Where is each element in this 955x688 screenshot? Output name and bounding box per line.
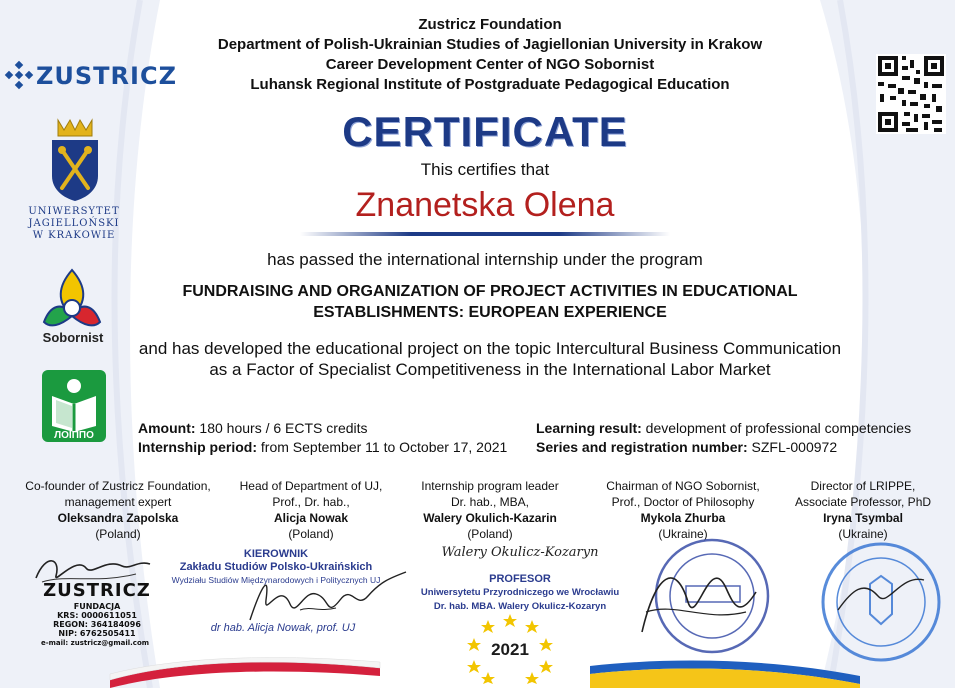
- details-right: [536, 419, 946, 457]
- project-topic-line2: as a Factor of Specialist Competitiveness in the International Labor Market: [209, 360, 771, 379]
- zustricz-logo-text: ZUSTRICZ: [36, 62, 177, 90]
- year-badge: 2021: [491, 640, 529, 659]
- signatory-country: (Poland): [288, 527, 334, 541]
- uj-line1: UNIWERSYTET: [28, 206, 120, 217]
- signatory-role: Co-founder of Zustricz Foundation,: [25, 479, 211, 493]
- signatory-role: Prof., Doctor of Philosophy: [611, 495, 755, 509]
- uj-logo-text: [14, 206, 134, 242]
- kier-line1: Zakładu Studiów Polsko-Ukraińskich: [179, 561, 373, 573]
- result-value: development of professional competencies: [641, 420, 912, 436]
- project-topic-line1: and has developed the educational project on the topic Intercultural Business Communication: [138, 339, 842, 358]
- name-underline: [300, 232, 670, 236]
- zustricz-regon: REGON: 364184096: [53, 620, 141, 629]
- period-value: from September 11 to October 17, 2021: [257, 439, 508, 455]
- uj-line3: W KRAKOWIE: [32, 230, 116, 241]
- signatory-role: Prof., Dr. hab.,: [272, 495, 350, 509]
- signatory-nowak: [216, 478, 406, 542]
- header-institute: Luhansk Regional Institute of Postgraduate Pedagogical Education: [250, 76, 730, 93]
- certificate-title: CERTIFICATE: [342, 108, 628, 155]
- kier-title: KIEROWNIK: [243, 548, 309, 560]
- signatory-name: Oleksandra Zapolska: [57, 511, 179, 525]
- nowak-signature-icon: [240, 560, 410, 630]
- signatory-country: (Ukraine): [658, 527, 708, 541]
- signatory-role: Internship program leader: [421, 479, 559, 493]
- result-row: [536, 419, 946, 438]
- signatory-role: Dr. hab., MBA,: [450, 495, 530, 509]
- amount-row: [138, 419, 528, 438]
- signatory-country: (Poland): [467, 527, 513, 541]
- sobornist-logo-icon: [36, 266, 108, 330]
- zustricz-email: e-mail: zustricz@gmail.com: [40, 639, 150, 647]
- signatory-name: Iryna Tsymbal: [823, 511, 903, 525]
- okulich-stamp: [420, 572, 620, 614]
- okulich-signature: Walery Okulicz-Kozaryn: [441, 545, 599, 560]
- program-line1: FUNDRAISING AND ORGANIZATION OF PROJECT ACTIVITIES IN EDUCATIONAL: [182, 283, 798, 300]
- amount-label: Amount:: [138, 420, 196, 436]
- signatory-role: Head of Department of UJ,: [239, 479, 383, 493]
- certifies-text: This certifies that: [420, 160, 550, 179]
- recipient-name: Znanetska Olena: [355, 186, 615, 224]
- zustricz-stamp-details: [42, 602, 152, 638]
- series-label: Series and registration number:: [536, 439, 748, 455]
- period-row: [138, 438, 528, 457]
- header-foundation: Zustricz Foundation: [418, 16, 562, 33]
- lrippe-round-stamp-icon: [818, 540, 944, 664]
- header-department: Department of Polish-Ukrainian Studies of Jagiellonian University in Krakow: [217, 36, 763, 53]
- zustricz-stamp-logo: ZUSTRICZ: [43, 580, 151, 601]
- signatory-country: (Poland): [95, 527, 141, 541]
- prof-line2: Dr. hab. MBA. Walery Okulicz-Kozaryn: [433, 601, 607, 612]
- bottom-flag-ribbons: [0, 650, 955, 688]
- amount-value: 180 hours / 6 ECTS credits: [195, 420, 368, 436]
- signatory-name: Mykola Zhurba: [640, 511, 726, 525]
- prof-line1: Uniwersytetu Przyrodniczego we Wrocławiu: [420, 587, 620, 598]
- passed-text: has passed the international internship under the program: [267, 250, 703, 269]
- series-row: [536, 438, 946, 457]
- kier-line2: Wydziału Studiów Międzynarodowych i Politycznych UJ: [171, 575, 381, 585]
- qr-code-icon: [876, 54, 946, 134]
- loippo-logo-text: ЛОІППО: [54, 430, 94, 441]
- signatory-role: Chairman of NGO Sobornist,: [606, 479, 760, 493]
- sobornist-logo-text: Sobornist: [42, 330, 104, 345]
- signatory-country: (Ukraine): [838, 527, 888, 541]
- header-career-center: Career Development Center of NGO Sobornist: [325, 56, 655, 73]
- details-left: [138, 419, 528, 457]
- signatory-role: Director of LRIPPE,: [810, 479, 916, 493]
- zustricz-krs: KRS: 0000611051: [57, 611, 137, 620]
- zustricz-emblem-icon: [4, 60, 34, 90]
- signatory-zapolska: [8, 478, 228, 542]
- uj-crest-icon: [48, 118, 102, 202]
- program-title: [120, 281, 860, 323]
- signatory-tsymbal: [775, 478, 951, 542]
- uj-line2: JAGIELLOŃSKI: [28, 218, 120, 229]
- program-line2: ESTABLISHMENTS: EUROPEAN EXPERIENCE: [313, 304, 667, 321]
- project-topic: [90, 338, 890, 380]
- signatory-role: Associate Professor, PhD: [794, 495, 932, 509]
- signatory-name: Walery Okulich-Kazarin: [423, 511, 557, 525]
- zustricz-nip: NIP: 6762505411: [58, 629, 136, 638]
- signatory-okulich-kazarin: [400, 478, 580, 542]
- signatory-role: management expert: [64, 495, 172, 509]
- period-label: Internship period:: [138, 439, 257, 455]
- zustricz-fundacja: FUNDACJA: [73, 602, 121, 611]
- signatory-name: Alicja Nowak: [273, 511, 349, 525]
- kier-name: dr hab. Alicja Nowak, prof. UJ: [210, 622, 356, 634]
- zustricz-stamp: [26, 548, 156, 647]
- series-value: SZFL-000972: [747, 439, 838, 455]
- prof-title: PROFESOR: [489, 573, 551, 585]
- result-label: Learning result:: [536, 420, 642, 436]
- sobornist-round-stamp-icon: [636, 532, 776, 662]
